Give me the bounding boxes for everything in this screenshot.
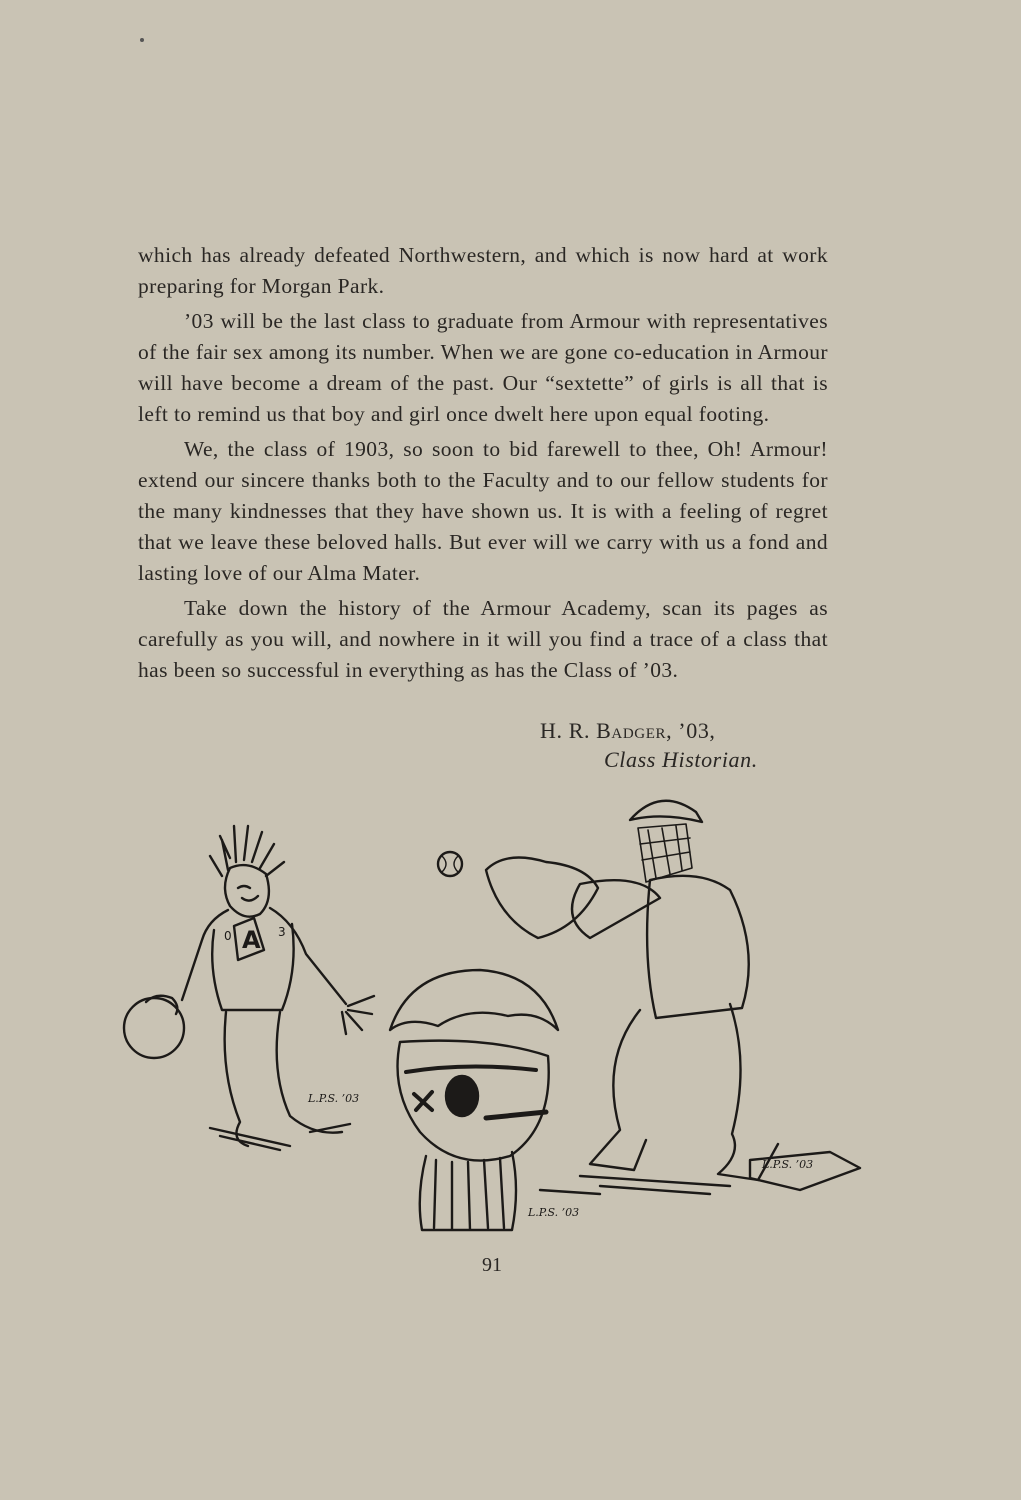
catcher-figure	[486, 801, 860, 1194]
author-name: H. R. Badger, ’03,	[540, 718, 716, 743]
catcher-legs	[590, 1004, 778, 1180]
floor-lines-left	[210, 1124, 350, 1150]
caricature-head	[390, 970, 558, 1230]
baseball	[438, 852, 462, 876]
bowler-torso	[182, 908, 346, 1010]
paragraph-4: Take down the history of the Armour Academy, scan its pages as carefully as you will, and nowhere in it will you find a trace of a class that has been so successful in everything as has the Class of ’03.	[138, 596, 828, 682]
signature-block	[540, 716, 840, 774]
caricature-sweater	[420, 1152, 516, 1230]
catchers-mitt	[486, 858, 598, 939]
bowler-right-hand	[342, 996, 374, 1034]
caricature-x-mark	[414, 1092, 432, 1110]
jersey-letter: A	[242, 926, 261, 954]
jersey-number-right: 3	[278, 925, 286, 939]
paragraph-2: ’03 will be the last class to graduate from Armour with representatives of the fair sex among its number. When we are gone co-education in Armour will have become a dream of the past. Our “sextette” of girls is all that is left to remind us that boy and girl once dwelt here upon equal footing.	[138, 309, 828, 426]
body-text	[138, 240, 828, 690]
caricature-nose	[446, 1076, 478, 1116]
author-role: Class Historian.	[604, 747, 758, 772]
cartoon-illustration	[110, 780, 880, 1260]
caricature-eye-patch	[406, 1066, 536, 1072]
bowler-face	[238, 886, 258, 901]
bowler-legs	[225, 1012, 342, 1146]
caricature-hair	[390, 970, 558, 1030]
artist-mark-1: L.P.S. ’03	[308, 1092, 360, 1105]
artist-mark-3: L.P.S. ’03	[762, 1158, 814, 1171]
floor-lines-right	[540, 1176, 730, 1194]
artist-mark-2: L.P.S. ’03	[528, 1206, 580, 1219]
paragraph-3: We, the class of 1903, so soon to bid farewell to thee, Oh! Armour! extend our sincere thanks both to the Faculty and to our fellow students for the many kindnesses that they have shown us. It is with a feeling of regret that we leave these beloved halls. But ever will we carry with us a fond and lasting love of our Alma Mater.	[138, 437, 828, 585]
page-number: 91	[482, 1254, 502, 1276]
catcher-cap	[630, 801, 702, 822]
bowler-head	[225, 865, 269, 917]
caricature-cigar	[486, 1112, 546, 1118]
bowling-ball	[124, 998, 184, 1058]
jersey-number-left: 0	[224, 929, 232, 943]
catcher-mask	[638, 824, 692, 882]
bowler-hair	[210, 826, 284, 876]
paragraph-1: which has already defeated Northwestern, and which is now hard at work preparing for Morgan Park.	[138, 243, 828, 298]
page-speck	[140, 38, 144, 42]
catcher-torso	[647, 876, 749, 1018]
